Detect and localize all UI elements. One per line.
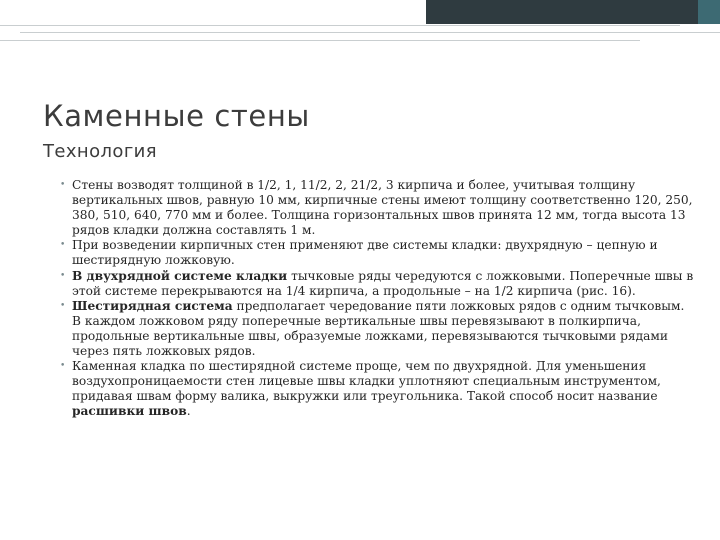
bullet-text: предполагает чередование пяти ложковых рядов с одним тычковым. В каждом ложковом ряду поперечные вертикальные швы перевязывают в полкирпича, продольные вертикальные швы, образуемые ложками, перевязываются тычковыми рядами через пять ложковых рядов. xyxy=(72,298,685,359)
divider-line xyxy=(20,32,720,33)
header-bar-dark xyxy=(426,0,698,24)
bullet-text: Стены возводят толщиной в 1/2, 1, 11/2, 2, 21/2, 3 кирпича и более, учитывая толщину вертикальных швов, равную 10 мм, кирпичные стены имеют толщину соответственно 120, 250, 380, 510, 640, 770 мм и более. Толщина горизонтальных швов принята 12 мм, тогда высота 13 рядов кладки должна составлять 1 м. xyxy=(72,178,693,238)
bullet-item xyxy=(60,178,695,238)
bullet-bold-term: расшивки швов xyxy=(72,404,187,419)
bullet-text: При возведении кирпичных стен применяют две системы кладки: двухрядную – цепную и шестирядную ложковую. xyxy=(72,238,658,268)
bullet-bold-lead: В двухрядной системе кладки xyxy=(72,268,288,283)
divider-line xyxy=(0,40,640,41)
bullet-text: тычковые ряды чередуются с ложковыми. Поперечные швы в этой системе перекрываются на 1/4 кирпича, а продольные – на 1/2 кирпича (рис. 16). xyxy=(72,268,694,298)
bullet-bold-lead: Шестирядная система xyxy=(72,298,233,313)
bullet-marker-icon: • xyxy=(60,361,66,372)
bullet-marker-icon: • xyxy=(60,180,66,190)
bullet-item xyxy=(60,268,695,299)
bullet-item xyxy=(60,298,695,359)
header-bar-accent xyxy=(698,0,720,24)
bullet-marker-icon: • xyxy=(60,270,66,281)
bullet-text: Каменная кладка по шестирядной системе проще, чем по двухрядной. Для уменьшения воздухопроницаемости стен лицевые швы кладки уплотняют специальным инструментом, придавая швам форму валика, выкружки или треугольника. Такой способ носит название xyxy=(72,359,661,404)
bullet-marker-icon: • xyxy=(60,240,66,251)
bullet-list xyxy=(60,178,695,420)
slide-title: Каменные стены xyxy=(43,99,310,133)
bullet-text-end: . xyxy=(186,404,191,419)
slide-subtitle: Технология xyxy=(43,141,158,162)
bullet-item xyxy=(60,238,695,268)
bullet-item xyxy=(60,359,695,419)
divider-line xyxy=(0,25,680,26)
bullet-marker-icon: • xyxy=(60,300,66,311)
